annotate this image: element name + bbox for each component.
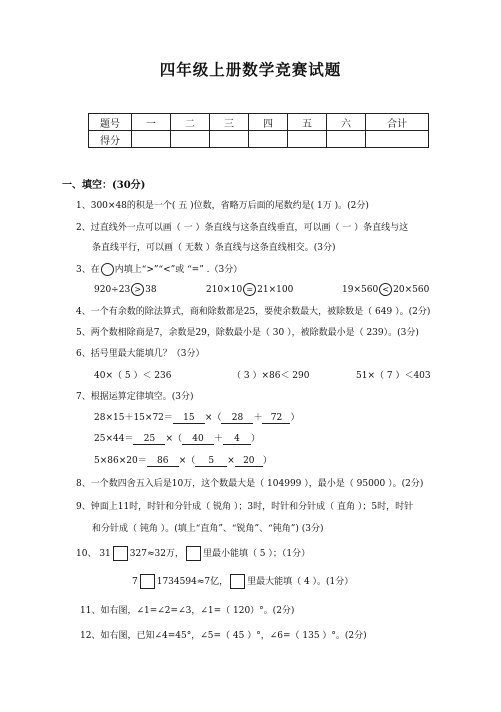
score-cell[interactable]: [132, 131, 171, 148]
comparison-right: 38: [145, 285, 157, 295]
law-operator: ＋: [214, 434, 224, 444]
law-lead: 28×15＋15×72＝: [94, 413, 173, 423]
blank-box[interactable]: [113, 546, 128, 561]
comparison-right: 21×100: [257, 285, 294, 295]
blank-box[interactable]: [186, 546, 201, 561]
table-cell: 一: [132, 114, 171, 131]
question-1: 1、300×48的积是一个( 五 )位数，省略万后面的尾数约是( 1万 )。(2分): [76, 201, 369, 211]
answer-blank[interactable]: 5: [195, 456, 227, 467]
law-row: [94, 431, 260, 445]
law-tail: ）: [251, 434, 261, 444]
question-3-prefix: 3、在: [76, 265, 100, 275]
question-7: 7、根据运算定律填空。(3分): [76, 392, 194, 402]
score-cell[interactable]: [366, 131, 429, 148]
page-title: 四年级上册数学竞赛试题: [159, 61, 342, 79]
law-tail: ）: [290, 413, 300, 423]
question-10-line-1: [76, 546, 310, 561]
fill-item: （ 3 ）×86＜ 290: [232, 371, 310, 381]
law-operator: ×: [227, 456, 235, 466]
table-cell: 六: [327, 114, 366, 131]
answer-blank[interactable]: 4: [223, 434, 251, 445]
question-10-suffix: 里最小能填（ 5 ）；（1分）: [202, 549, 311, 559]
law-row: [94, 453, 272, 467]
law-operator: ×（: [204, 413, 222, 423]
section-heading: 一、填空：(30分): [62, 180, 146, 191]
question-8: 8、一个数四舍五入后是10万，这个数最大是（ 104999 ），最小是（ 95000 ）。(2分): [76, 479, 424, 489]
table-row: [89, 131, 429, 148]
question-10-prefix: 10、 31: [76, 549, 111, 559]
table-row: [89, 114, 429, 131]
score-table: [88, 113, 429, 148]
question-6: 6、括号里最大能填几？（3分）: [76, 349, 205, 359]
blank-box[interactable]: [140, 574, 155, 589]
question-2-line-1: 2、过直线外一点可以画（ 一 ）条直线与这条直线垂直，可以画（ 一 ）条直线与这: [76, 223, 409, 233]
score-cell[interactable]: [210, 131, 249, 148]
score-cell[interactable]: [288, 131, 327, 148]
comparison-operator[interactable]: =: [243, 283, 256, 296]
question-10-prefix: 7: [132, 577, 138, 587]
blank-box[interactable]: [230, 574, 245, 589]
comparison-operator[interactable]: >: [131, 283, 144, 296]
table-cell: 二: [171, 114, 210, 131]
comparison-item: [94, 283, 157, 296]
circle-blank-icon: [101, 263, 114, 276]
fill-item: 40×（ 5 ）＜ 236: [94, 371, 172, 381]
table-cell: 四: [249, 114, 288, 131]
table-cell: 五: [288, 114, 327, 131]
question-10-middle: 327≈32万，: [129, 549, 184, 559]
answer-blank[interactable]: 40: [182, 434, 214, 445]
question-3: [76, 262, 242, 276]
question-9-line-1: 9、钟面上11时，时针和分针成（ 锐角 ）；3时，时针和分针成（ 直角 ）；5时，时针: [76, 502, 414, 512]
law-operator: ×（: [178, 456, 196, 466]
question-11: 11、如右图，∠1=∠2=∠3，∠1=（ 120）°。(2分): [80, 606, 295, 616]
score-cell[interactable]: [327, 131, 366, 148]
table-cell: 题号: [89, 114, 132, 131]
answer-blank[interactable]: 28: [221, 413, 253, 424]
answer-blank[interactable]: 86: [147, 456, 179, 467]
question-12: 12、如右图，已知∠4=45°，∠5=（ 45 ）°，∠6=（ 135 ）°。(2分): [80, 631, 367, 641]
comparison-left: 920÷23: [94, 285, 131, 295]
law-operator: ×（: [165, 434, 182, 444]
fill-item: 51×（ 7 ）＜403: [356, 371, 431, 381]
answer-blank[interactable]: 72: [262, 413, 290, 424]
answer-blank[interactable]: 20: [235, 456, 263, 467]
question-9-line-2: 和分针成（ 钝角 ）。(填上“直角”、“锐角”、“钝角”) (3分): [92, 524, 324, 534]
comparison-left: 19×560: [342, 285, 379, 295]
table-cell: 三: [210, 114, 249, 131]
law-lead: 25×44＝: [94, 434, 134, 444]
table-cell: 合计: [366, 114, 429, 131]
comparison-item: [206, 283, 293, 296]
comparison-left: 210×10: [206, 285, 243, 295]
question-10-suffix: 里最大能填（ 4 ）。(1分）: [247, 577, 354, 587]
comparison-operator[interactable]: <: [379, 283, 392, 296]
comparison-item: [342, 283, 429, 296]
law-operator: ＋: [253, 413, 263, 423]
law-row: [94, 410, 299, 424]
law-tail: ）: [262, 456, 272, 466]
score-cell[interactable]: [171, 131, 210, 148]
question-3-suffix: 内填上“>”“<”或 “=” .（3分）: [114, 265, 243, 275]
question-4: 4、一个有余数的除法算式，商和除数都是25，要使余数最大，被除数是（ 649 ）。(2分): [76, 307, 431, 317]
answer-blank[interactable]: 15: [173, 413, 205, 424]
table-cell: 得分: [89, 131, 132, 148]
answer-blank[interactable]: 25: [133, 434, 165, 445]
question-5: 5、两个数相除商是7，余数是29，除数最小是（ 30 ），被除数最小是（ 239）。(3分): [76, 328, 419, 338]
score-cell[interactable]: [249, 131, 288, 148]
question-2-line-2: 条直线平行，可以画（ 无数 ）条直线与这条直线相交。(3分): [92, 243, 336, 253]
question-10-line-2: [132, 574, 353, 589]
law-lead: 5×86×20＝: [94, 456, 147, 466]
question-10-middle: 1734594≈7亿，: [156, 577, 229, 587]
comparison-right: 20×560: [393, 285, 430, 295]
